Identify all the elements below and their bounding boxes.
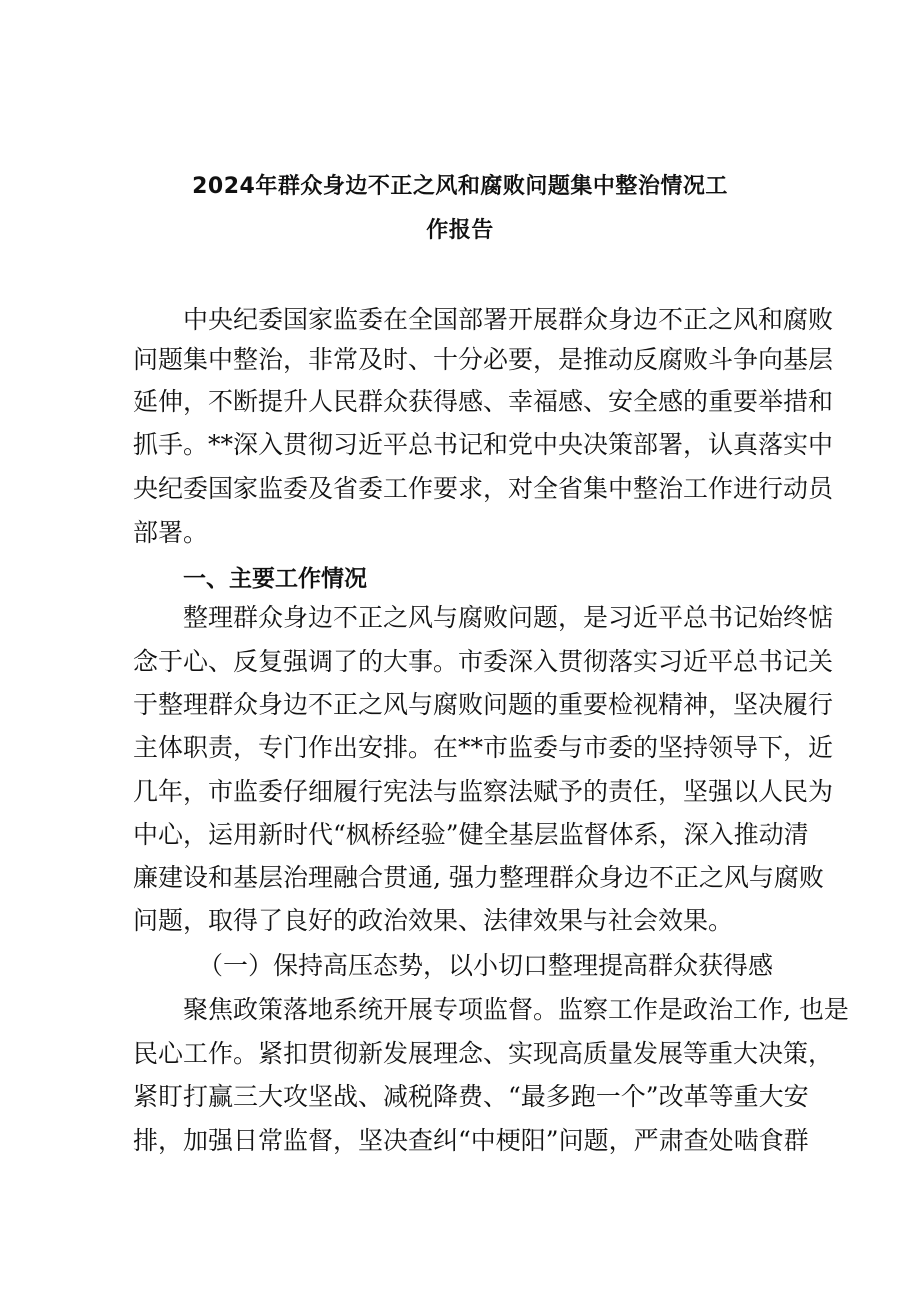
subsection-heading: （一）保持高压态势，以小切口整理提高群众获得感 (198, 951, 774, 980)
paragraph-line: 延伸，不断提升人民群众获得感、幸福感、安全感的重要举措和 (133, 387, 834, 416)
paragraph-line: 于整理群众身边不正之风与腐败问题的重要检视精神，坚决履行 (133, 690, 834, 719)
paragraph-line: 紧盯打赢三大攻坚战、减税降费、“最多跑一个”改革等重大安 (133, 1082, 809, 1111)
paragraph-line: 中心，运用新时代“枫桥经验”健全基层监督体系，深入推动清 (133, 820, 809, 849)
paragraph-line: 央纪委国家监委及省委工作要求，对全省集中整治工作进行动员 (133, 474, 834, 503)
paragraph-line: 问题集中整治，非常及时、十分必要，是推动反腐败斗争向基层 (133, 345, 834, 374)
document-title-line-2: 作报告 (426, 218, 494, 243)
paragraph-line: 抓手。**深入贯彻习近平总书记和党中央决策部署，认真落实中 (133, 430, 834, 459)
paragraph-line: 排，加强日常监督，坚决查纠“中梗阳”问题，严肃查处啮食群 (133, 1126, 809, 1155)
paragraph-line: 问题，取得了良好的政治效果、法律效果与社会效果。 (133, 906, 734, 935)
section-heading: 一、主要工作情况 (183, 566, 367, 592)
paragraph-line: 主体职责，专门作出安排。在**市监委与市委的坚持领导下，近 (133, 733, 834, 762)
paragraph-line: 念于心、反复强调了的大事。市委深入贯彻落实习近平总书记关 (133, 647, 834, 676)
paragraph-line: 几年，市监委仔细履行宪法与监察法赋予的责任，坚强以人民为 (133, 777, 834, 806)
paragraph-line: 廉建设和基层治理融合贯通, 强力整理群众身边不正之风与腐败 (133, 863, 824, 892)
paragraph-line: 民心工作。紧扣贯彻新发展理念、实现高质量发展等重大决策， (133, 1039, 834, 1068)
document-title-line-1: 2024年群众身边不正之风和腐败问题集中整治情况工 (192, 174, 728, 199)
paragraph-line: 部署。 (133, 518, 209, 547)
paragraph-line: 中央纪委国家监委在全国部署开展群众身边不正之风和腐败 (183, 305, 834, 334)
paragraph-line: 聚焦政策落地系统开展专项监督。监察工作是政治工作, 也是 (183, 995, 849, 1024)
paragraph-line: 整理群众身边不正之风与腐败问题，是习近平总书记始终惦 (183, 603, 834, 632)
